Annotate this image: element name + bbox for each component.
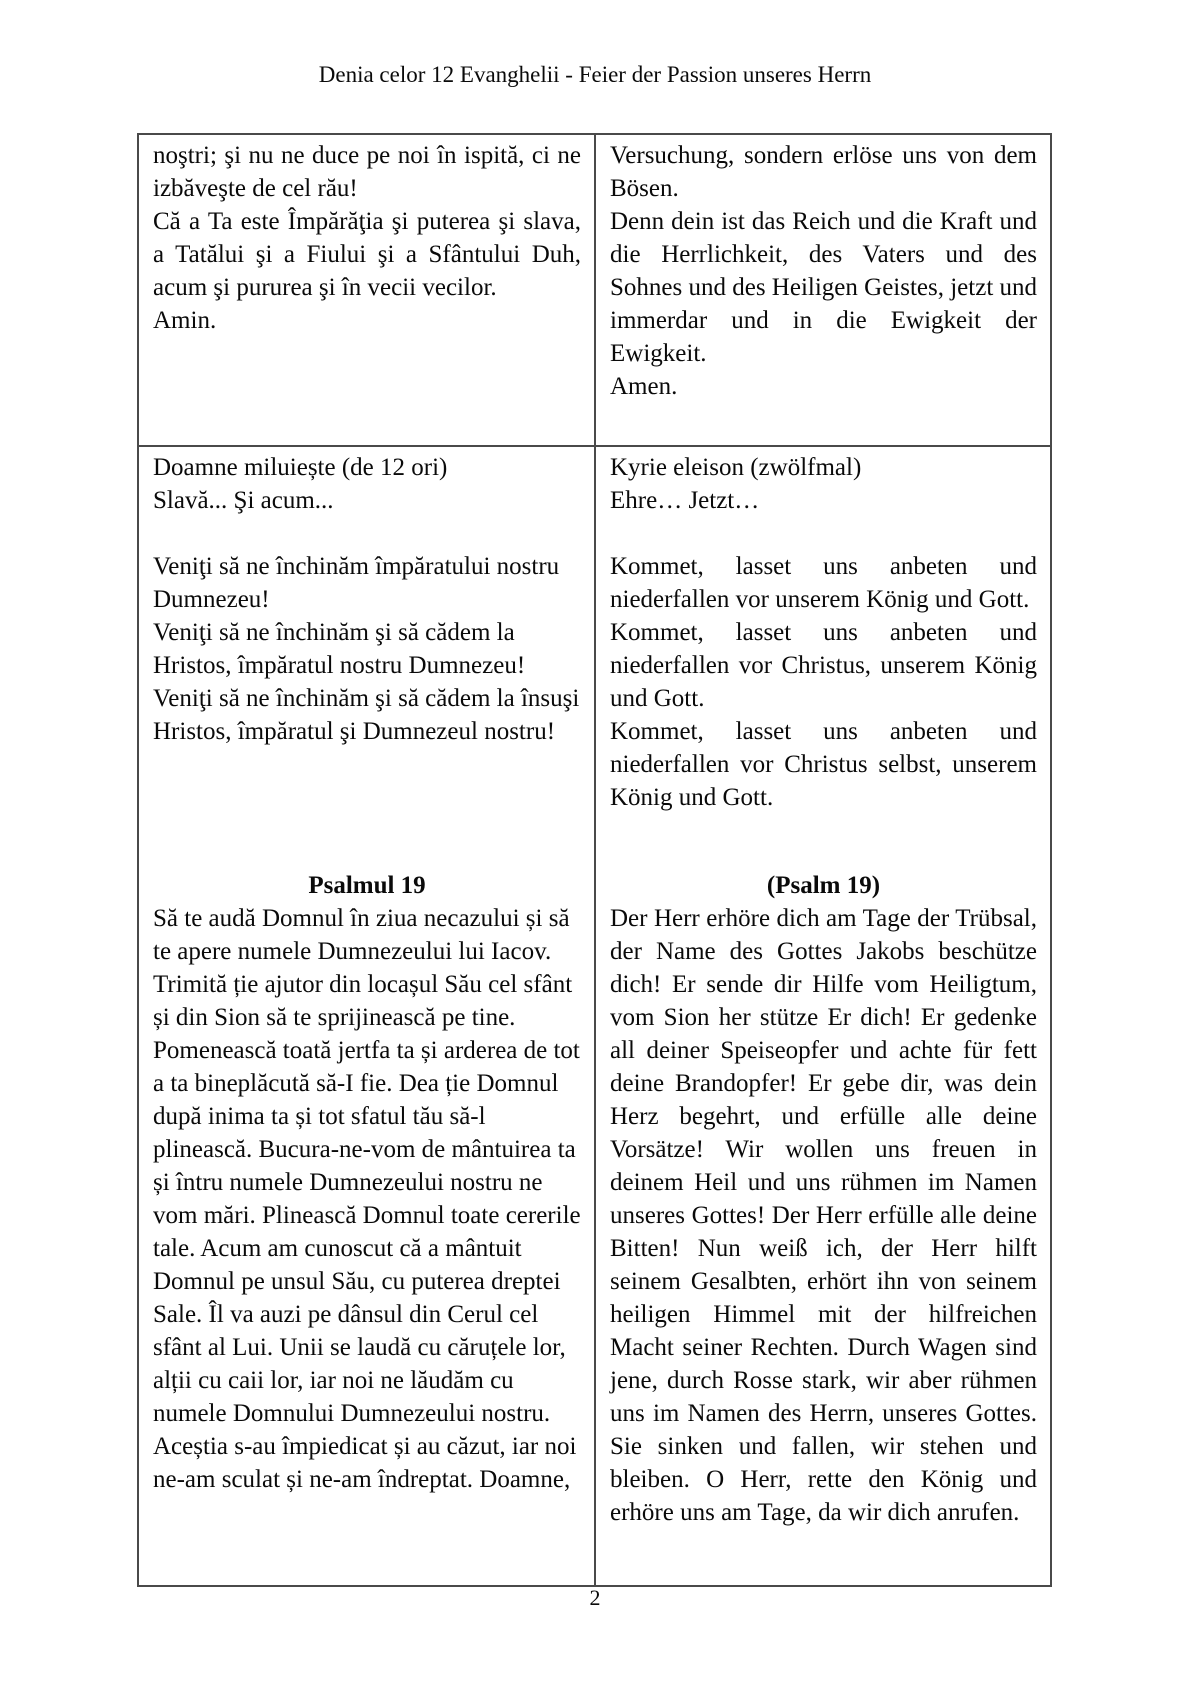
de-kommet-paragraph: Kommet, lasset uns anbeten und niederfallen vor unserem König und Gott. (610, 553, 1037, 613)
de-gloria-line: Ehre… Jetzt… (610, 487, 760, 514)
liturgy-table (137, 133, 1052, 1587)
ro-kyrie-line: Doamne miluiește (de 12 ori) (153, 454, 448, 481)
cell-german-psalm (595, 446, 1051, 1586)
ro-veniti-paragraph: Veniţi să ne închinăm şi să cădem la Hristos, împăratul nostru Dumnezeu! (153, 619, 526, 679)
table-row-lords-prayer (138, 134, 1051, 446)
ro-prayer-paragraph: noştri; şi nu ne duce pe noi în ispită, ci ne izbăveşte de cel rău! (153, 142, 581, 202)
ro-gloria-line: Slavă... Şi acum... (153, 487, 334, 514)
de-psalm-text: Der Herr erhöre dich am Tage der Trübsal, der Name des Gottes Jakobs beschütze dich! Er sende dir Hilfe vom Heiligtum, vom Sion her stütze Er dich! Er gedenke all deiner Speiseopfer und achte für fett deine Brandopfer! Er gebe dir, was dein Herz begehrt, und erfülle alle deine Vorsätze! Wir wollen uns freuen in deinem Heil und uns rühmen im Namen unseres Gottes! Der Herr erfülle alle deine Bitten! Nun weiß ich, der Herr hilft seinem Gesalbten, erhört ihn von seinem heiligen Himmel mit der hilfreichen Macht seiner Rechten. Durch Wagen sind jene, durch Rosse stark, wir aber rühmen uns im Namen des Herrn, unseres Gottes. Sie sinken und fallen, wir stehen und bleiben. O Herr, rette den König und erhöre uns am Tage, da wir dich anrufen. (610, 905, 1037, 1526)
de-psalm-heading: (Psalm 19) (766, 872, 881, 899)
ro-veniti-paragraph: Veniţi să ne închinăm împăratului nostru Dumnezeu! (153, 553, 560, 613)
ro-veniti-paragraph: Veniţi să ne închinăm şi să cădem la însuşi Hristos, împăratul şi Dumnezeul nostru! (153, 685, 580, 745)
page-number: 2 (589, 1585, 601, 1610)
cell-romanian-prayer (138, 134, 595, 446)
de-kommet-paragraph: Kommet, lasset uns anbeten und niederfallen vor Christus, unserem König und Gott. (610, 619, 1037, 712)
de-prayer-amen: Amen. (610, 373, 678, 400)
ro-psalm-heading: Psalmul 19 (308, 872, 426, 899)
document-title: Denia celor 12 Evanghelii - Feier der Passion unseres Herrn (318, 62, 872, 87)
de-kommet-paragraph: Kommet, lasset uns anbeten und niederfallen vor Christus selbst, unserem König und Gott. (610, 718, 1037, 811)
blank-line (610, 517, 1037, 550)
ro-prayer-amen: Amin. (153, 307, 217, 334)
blank-line (153, 517, 581, 550)
de-prayer-paragraph: Denn dein ist das Reich und die Kraft und die Herrlichkeit, des Vaters und des Sohnes und des Heiligen Geistes, jetzt und immerdar und in die Ewigkeit der Ewigkeit. (610, 208, 1038, 367)
de-prayer-paragraph: Versuchung, sondern erlöse uns von dem Bösen. (610, 142, 1037, 202)
de-intro-block (610, 451, 1037, 869)
de-kyrie-line: Kyrie eleison (zwölfmal) (610, 454, 862, 481)
ro-intro-block (153, 451, 581, 869)
ro-prayer-paragraph: Că a Ta este Împărăţia şi puterea şi slava, a Tatălui şi a Fiului şi a Sfântului Duh, acum şi pururea şi în vecii vecilor. (153, 208, 581, 301)
cell-romanian-psalm (138, 446, 595, 1586)
cell-german-prayer (595, 134, 1051, 446)
table-row-psalm (138, 446, 1051, 1586)
ro-psalm-text: Să te audă Domnul în ziua necazului și să te apere numele Dumnezeului lui Iacov. Trimită ție ajutor din locașul Său cel sfânt și din Sion să te sprijinească pe tine. Pomenească toată jertfa ta și arderea de tot a ta bineplăcută să-I fie. Dea ție Domnul după inima ta și tot sfatul tău să-l plinească. Bucura-ne-vom de mântuirea ta și întru numele Dumnezeului nostru ne vom mări. Plinească Domnul toate cererile tale. Acum am cunoscut că a mântuit Domnul pe unsul Său, cu puterea dreptei Sale. Îl va auzi pe dânsul din Cerul cel sfânt al Lui. Unii se laudă cu căruțele lor, alții cu caii lor, iar noi ne lăudăm cu numele Domnului Dumnezeului nostru. Aceștia s-au împiedicat și au căzut, iar noi ne-am sculat și ne-am îndreptat. Doamne, (153, 905, 581, 1493)
